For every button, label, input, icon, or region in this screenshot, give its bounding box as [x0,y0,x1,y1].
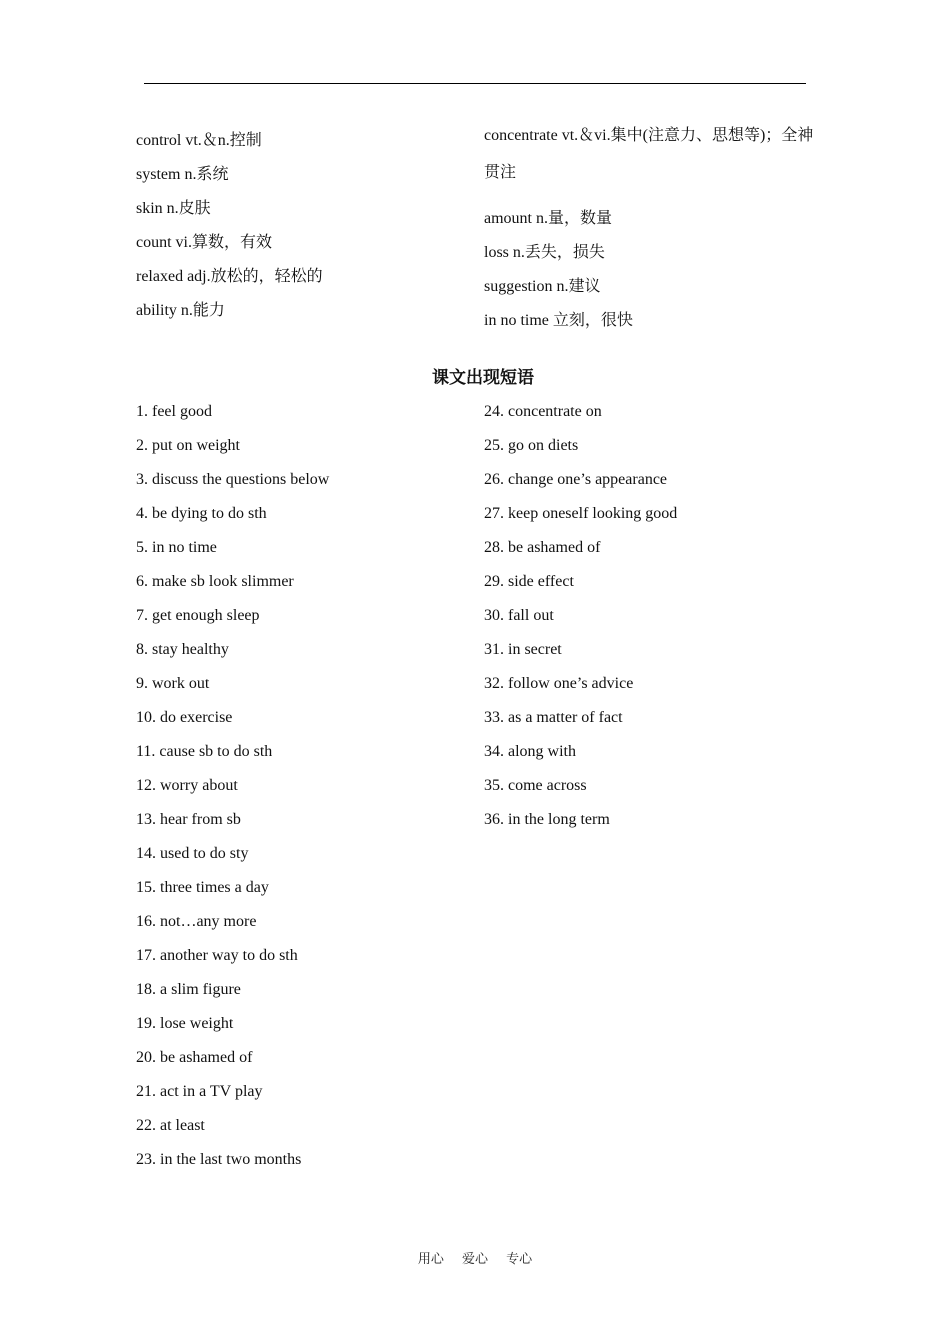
phrase-item: 3. discuss the questions below [136,471,330,488]
phrase-item: 19. lose weight [136,1015,234,1032]
phrase-item: 20. be ashamed of [136,1049,253,1066]
phrase-item: 15. three times a day [136,879,269,896]
phrase-item: 16. not…any more [136,913,257,930]
section-title: 课文出现短语 [432,368,534,388]
phrase-item: 35. come across [484,777,587,794]
phrase-item: 28. be ashamed of [484,539,601,556]
vocab-item: control vt.＆n.控制 [136,132,262,149]
phrase-item: 24. concentrate on [484,403,602,420]
phrase-item: 31. in secret [484,641,562,658]
phrase-list-right [484,395,677,837]
phrase-item: 1. feel good [136,403,212,420]
phrase-item: 14. used to do sty [136,845,249,862]
phrase-item: 7. get enough sleep [136,607,260,624]
phrase-item: 34. along with [484,743,576,760]
vocab-list-left [136,124,323,328]
vocab-item: suggestion n.建议 [484,278,601,295]
phrase-item: 25. go on diets [484,437,579,454]
phrase-item: 9. work out [136,675,210,692]
phrase-item: 6. make sb look slimmer [136,573,294,590]
vocab-item: count vi.算数，有效 [136,234,272,251]
phrase-item: 4. be dying to do sth [136,505,267,522]
vocab-item: loss n.丢失，损失 [484,244,605,261]
vocab-item: in no time 立刻，很快 [484,312,633,329]
phrase-item: 22. at least [136,1117,205,1134]
phrase-item: 36. in the long term [484,811,610,828]
vocab-list-right [484,124,844,338]
phrase-item: 5. in no time [136,539,217,556]
phrase-item: 17. another way to do sth [136,947,298,964]
phrase-item: 30. fall out [484,607,554,624]
phrase-item: 21. act in a TV play [136,1083,263,1100]
vocab-item: amount n.量，数量 [484,210,612,227]
vocab-item: relaxed adj.放松的，轻松的 [136,268,323,285]
phrase-item: 13. hear from sb [136,811,241,828]
phrase-item: 8. stay healthy [136,641,229,658]
vocab-item-wrapped: concentrate vt.＆vi.集中(注意力、思想等)；全神 [484,127,814,144]
vocab-item: ability n.能力 [136,302,225,319]
phrase-item: 2. put on weight [136,437,240,454]
phrase-item: 29. side effect [484,573,574,590]
page-footer: 用心 爱心 专心 [417,1252,533,1267]
phrase-item: 33. as a matter of fact [484,709,623,726]
header-rule [144,83,806,84]
phrase-item: 12. worry about [136,777,238,794]
phrase-item: 26. change one’s appearance [484,471,668,488]
vocab-item: system n.系统 [136,166,229,183]
vocab-item-wrapped-continued: 贯注 [484,164,517,181]
phrase-list-left [136,395,329,1177]
phrase-item: 23. in the last two months [136,1151,302,1168]
phrase-item: 11. cause sb to do sth [136,743,273,760]
phrase-item: 32. follow one’s advice [484,675,634,692]
phrase-item: 18. a slim figure [136,981,241,998]
phrase-item: 10. do exercise [136,709,233,726]
phrase-item: 27. keep oneself looking good [484,505,678,522]
vocab-item: skin n.皮肤 [136,200,211,217]
